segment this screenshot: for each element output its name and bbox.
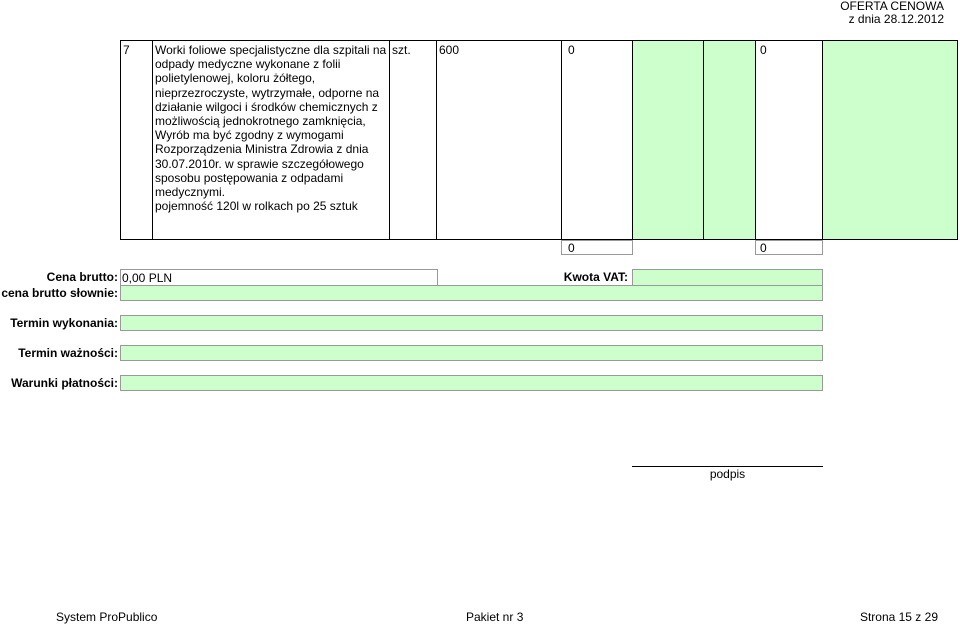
item-value-net-cell xyxy=(561,40,633,240)
total-net: 0 xyxy=(568,241,575,255)
validity-term-input[interactable] xyxy=(120,345,823,361)
payment-terms-label: Warunki płatności: xyxy=(11,376,118,390)
item-price-input-2[interactable] xyxy=(703,40,756,240)
payment-terms-input[interactable] xyxy=(120,375,823,391)
item-notes-input[interactable] xyxy=(822,40,958,240)
signature-label: podpis xyxy=(709,467,746,481)
price-gross-field xyxy=(120,269,438,286)
item-value-net: 0 xyxy=(568,43,575,57)
total-net-cell xyxy=(561,240,633,255)
document-title: OFERTA CENOWA xyxy=(840,0,944,13)
footer-system: System ProPublico xyxy=(56,610,158,624)
vat-amount-label: Kwota VAT: xyxy=(563,270,628,284)
price-words-label: cena brutto słownie: xyxy=(1,286,118,300)
price-gross-value: 0,00 PLN xyxy=(122,271,173,285)
footer-page-number: Strona 15 z 29 xyxy=(859,610,938,624)
total-gross-cell xyxy=(755,240,823,255)
delivery-term-label: Termin wykonania: xyxy=(10,316,118,330)
total-gross: 0 xyxy=(760,241,767,255)
item-unit-cell xyxy=(389,40,437,240)
item-value-gross: 0 xyxy=(760,43,767,57)
price-gross-label: Cena brutto: xyxy=(46,270,118,284)
document-date: z dnia 28.12.2012 xyxy=(848,12,944,26)
item-price-input-1[interactable] xyxy=(632,40,704,240)
item-quantity-cell xyxy=(436,40,562,240)
item-lp: 7 xyxy=(123,43,130,57)
item-value-gross-cell xyxy=(755,40,823,240)
validity-term-label: Termin ważności: xyxy=(18,346,118,360)
vat-amount-input[interactable] xyxy=(632,269,823,286)
item-unit: szt. xyxy=(392,43,411,57)
item-description: Worki foliowe specjalistyczne dla szpitali na odpady medyczne wykonane z folii polietylenowej, koloru żółtego, nieprzezroczyste, wytrzymałe, odporne na działanie wilgoci i środków chemicznych z możliwością jednokrotnego zamknięcia, Wyrób ma być zgodny z wymogami Rozporządzenia Ministra Zdrowia z dnia 30.07.2010r. w sprawie szczegółowego sposobu postępowania z odpadami medycznymi. pojemność 120l w rolkach po 25 sztuk xyxy=(155,43,387,214)
item-quantity: 600 xyxy=(439,43,460,57)
item-description-cell xyxy=(152,40,390,240)
item-lp-cell xyxy=(120,40,153,240)
price-words-input[interactable] xyxy=(120,285,823,301)
footer-package: Pakiet nr 3 xyxy=(466,610,524,624)
delivery-term-input[interactable] xyxy=(120,315,823,331)
